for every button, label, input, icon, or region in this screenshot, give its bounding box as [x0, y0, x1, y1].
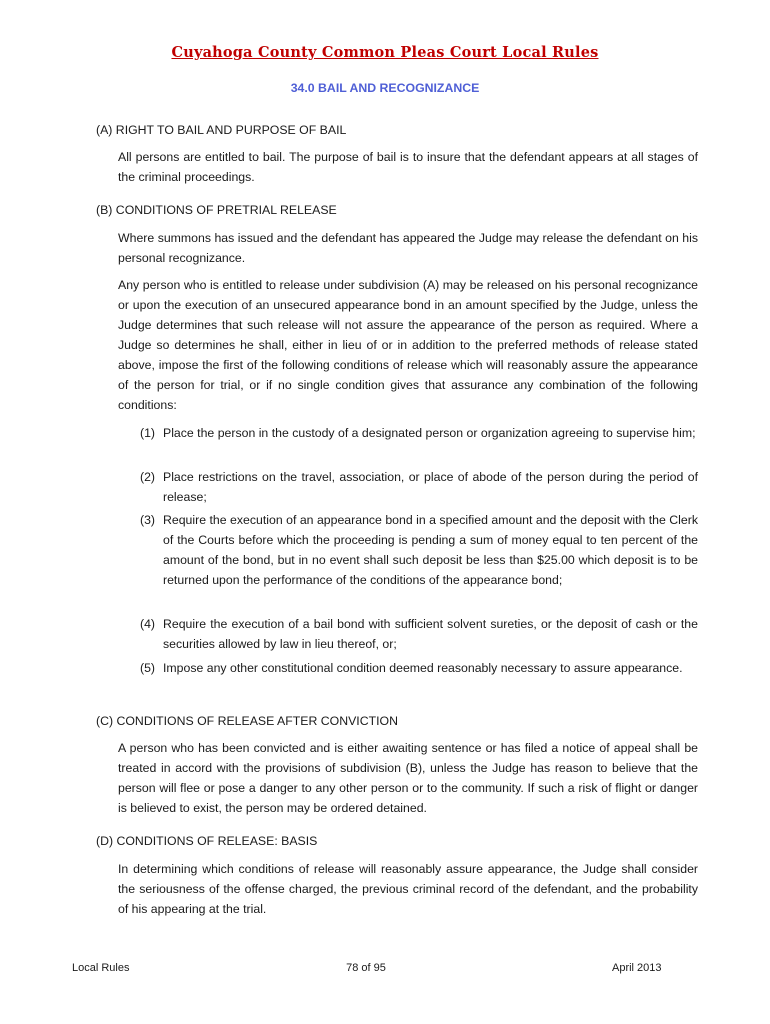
list-item-number: (1) — [140, 426, 156, 440]
list-item-number: (5) — [140, 661, 156, 675]
footer-left: Local Rules — [72, 962, 130, 974]
section-a-paragraph: All persons are entitled to bail. The purpose of bail is to insure that the defendant appears at all stages of the criminal proceedings. — [118, 150, 698, 184]
footer-date: April 2013 — [612, 962, 662, 974]
section-b-paragraph-1: Where summons has issued and the defendant has appeared the Judge may release the defendant on his personal recognizance. — [118, 231, 698, 265]
section-c-heading: (C) CONDITIONS OF RELEASE AFTER CONVICTION — [96, 714, 398, 728]
list-item — [140, 658, 698, 678]
section-b-paragraph-2: Any person who is entitled to release under subdivision (A) may be released on his personal recognizance or upon the execution of an unsecured appearance bond in an amount specified by the Judge, unless the Judge determines that such release will not assure the appearance of the person as required. Where a Judge so determines he shall, either in lieu of or in addition to the preferred methods of release stated above, impose the first of the following conditions of release which will reasonably assure the appearance of the person for trial, or if no single condition gives that assurance any combination of the following conditions: — [118, 278, 698, 412]
list-item-number: (3) — [140, 513, 156, 527]
section-title: 34.0 BAIL AND RECOGNIZANCE — [290, 81, 480, 95]
section-c-paragraph: A person who has been convicted and is either awaiting sentence or has filed a notice of appeal shall be treated in accord with the provisions of subdivision (B), unless the Judge has reason to believe that the person will flee or pose a danger to any other person or to the community. If such a risk of flight or danger is believed to exist, the person may be ordered detained. — [118, 741, 698, 815]
list-item-number: (4) — [140, 617, 156, 631]
section-d-heading: (D) CONDITIONS OF RELEASE: BASIS — [96, 834, 318, 848]
list-item-text: Impose any other constitutional condition deemed reasonably necessary to assure appearance. — [163, 661, 683, 675]
list-item-number: (2) — [140, 470, 156, 484]
list-item — [140, 614, 698, 654]
list-item — [140, 423, 698, 443]
list-item-text: Require the execution of a bail bond with sufficient solvent sureties, or the deposit of cash or the securities allowed by law in lieu thereof, or; — [163, 617, 698, 651]
section-a-heading: (A) RIGHT TO BAIL AND PURPOSE OF BAIL — [96, 123, 347, 137]
page-number: 78 of 95 — [346, 962, 386, 974]
page-header-title: Cuyahoga County Common Pleas Court Local Rules — [171, 44, 599, 61]
section-b-heading: (B) CONDITIONS OF PRETRIAL RELEASE — [96, 203, 337, 217]
list-item-text: Require the execution of an appearance bond in a specified amount and the deposit with the Clerk of the Courts before which the proceeding is pending a sum of money equal to ten percent of the amount of the bond, but in no event shall such deposit be less than $25.00 which deposit is to be returned upon the performance of the conditions of the appearance bond; — [163, 513, 698, 587]
list-item-text: Place restrictions on the travel, association, or place of abode of the person during the period of release; — [163, 470, 698, 504]
list-item — [140, 510, 698, 590]
list-item — [140, 467, 698, 507]
section-d-paragraph: In determining which conditions of release will reasonably assure appearance, the Judge shall consider the seriousness of the offense charged, the previous criminal record of the defendant, and the probability of his appearing at the trial. — [118, 862, 698, 916]
list-item-text: Place the person in the custody of a designated person or organization agreeing to supervise him; — [163, 426, 696, 440]
